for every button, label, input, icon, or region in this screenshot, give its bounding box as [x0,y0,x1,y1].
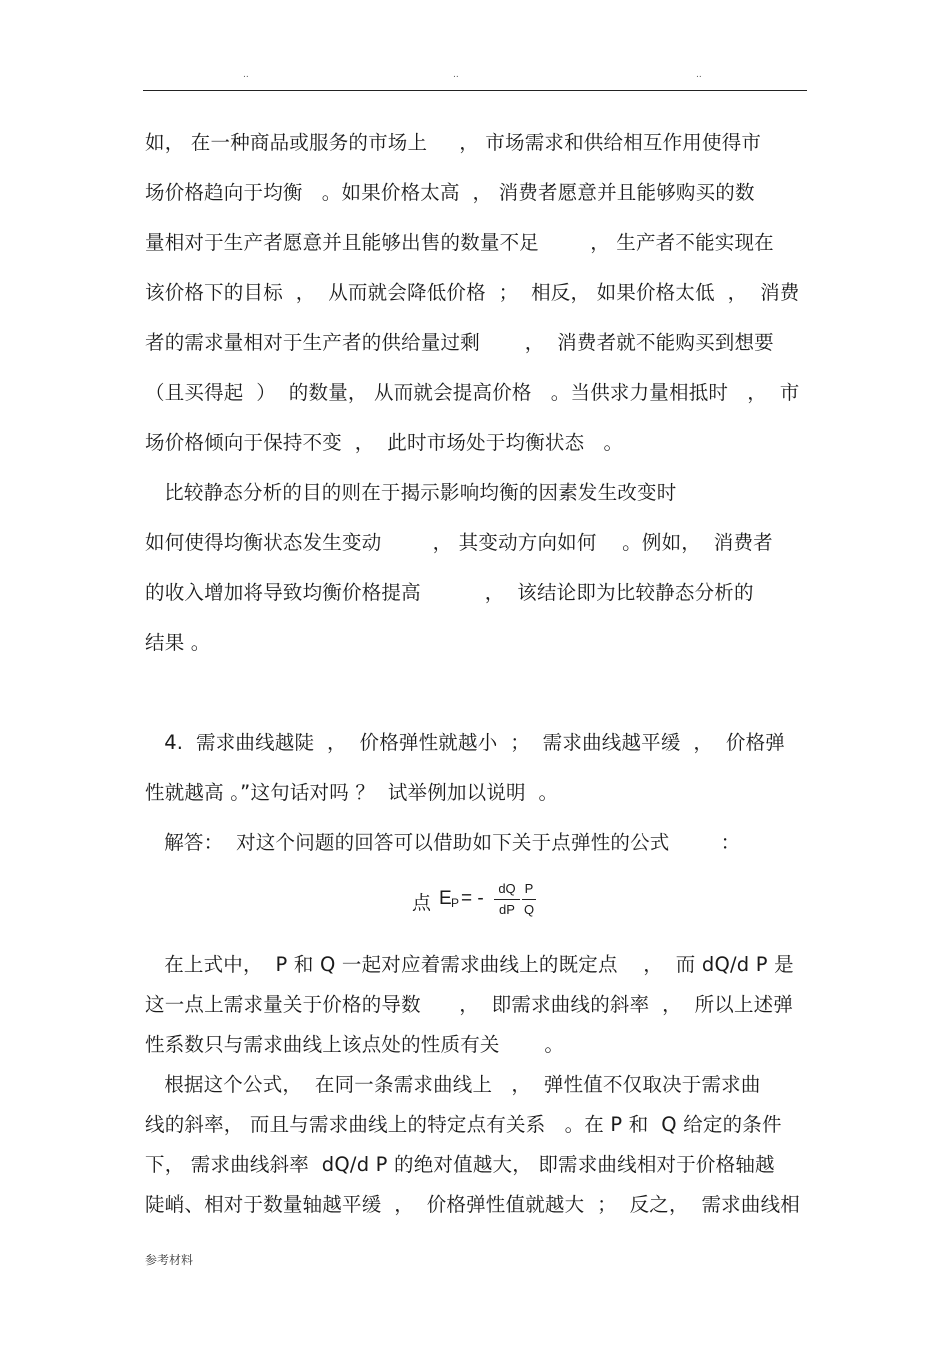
fraction-denominator: dP [499,902,515,917]
header-mark: .. [453,70,459,80]
text-line: 4. 需求曲线越陡 ， 价格弹性就越小 ； 需求曲线越平缓 ， 价格弹 [145,731,785,754]
text-line: 如何使得均衡状态发生变动 ， 其变动方向如何 。例如， 消费者 [145,531,773,554]
text-line: 比较静态分析的目的则在于揭示影响均衡的因素发生改变时 [145,481,677,504]
text-line: 下， 需求曲线斜率 dQ/d P 的绝对值越大， 即需求曲线相对于价格轴越 [145,1153,775,1176]
fraction-denominator: Q [523,902,535,917]
text-line: 场价格倾向于保持不变 ， 此时市场处于均衡状态 。 [145,431,624,454]
text-line: 如， 在一种商品或服务的市场上 ， 市场需求和供给相互作用使得市 [145,131,762,154]
formula-equals: = - [461,888,484,909]
text-line: 结果 。 [145,631,211,654]
text-line: 线的斜率， 而且与需求曲线上的特定点有关系 。在 P 和 Q 给定的条件 [145,1113,782,1136]
page-header [0,70,950,84]
fraction-p-q [522,880,536,919]
formula-subscript: P [451,896,460,910]
text-line: 的收入增加将导致均衡价格提高 ， 该结论即为比较静态分析的 [145,581,754,604]
header-rule [143,90,807,91]
fraction-numerator: P [524,881,534,896]
footer-label: 参考材料 [145,1253,194,1267]
text-line: 该价格下的目标 ， 从而就会降低价格 ； 相反， 如果价格太低 ， 消费 [145,281,800,304]
formula-symbol: E [439,888,452,909]
fraction-dq-dp [494,880,520,919]
text-line: 在上式中， P 和 Q 一起对应着需求曲线上的既定点 ， 而 dQ/d P 是 [145,953,794,976]
text-line: 根据这个公式， 在同一条需求曲线上 ， 弹性值不仅取决于需求曲 [145,1073,761,1096]
fraction-bar [494,899,520,900]
text-line: （且买得起 ） 的数量， 从而就会提高价格 。当供求力量相抵时 ， 市 [145,381,800,404]
fraction-bar [522,899,536,900]
header-mark: .. [243,70,249,80]
point-elasticity-formula [412,880,572,924]
text-line: 性系数只与需求曲线上该点处的性质有关 。 [145,1033,565,1056]
text-line: 者的需求量相对于生产者的供给量过剩 ， 消费者就不能购买到想要 [145,331,774,354]
text-line: 陡峭、相对于数量轴越平缓 ， 价格弹性值就越大 ； 反之， 需求曲线相 [145,1193,800,1216]
fraction-numerator: dQ [498,881,516,896]
text-line: 解答： 对这个问题的回答可以借助如下关于点弹性的公式 ： [145,831,741,854]
text-line: 这一点上需求量关于价格的导数 ， 即需求曲线的斜率 ， 所以上述弹 [145,993,794,1016]
text-line: 性就越高 。”这句话对吗 ？ 试举例加以说明 。 [145,781,559,804]
text-line: 量相对于生产者愿意并且能够出售的数量不足 ， 生产者不能实现在 [145,231,774,254]
header-mark: .. [696,70,702,80]
formula-prefix: 点 [412,892,432,914]
text-line: 场价格趋向于均衡 。如果价格太高 ， 消费者愿意并且能够购买的数 [145,181,755,204]
